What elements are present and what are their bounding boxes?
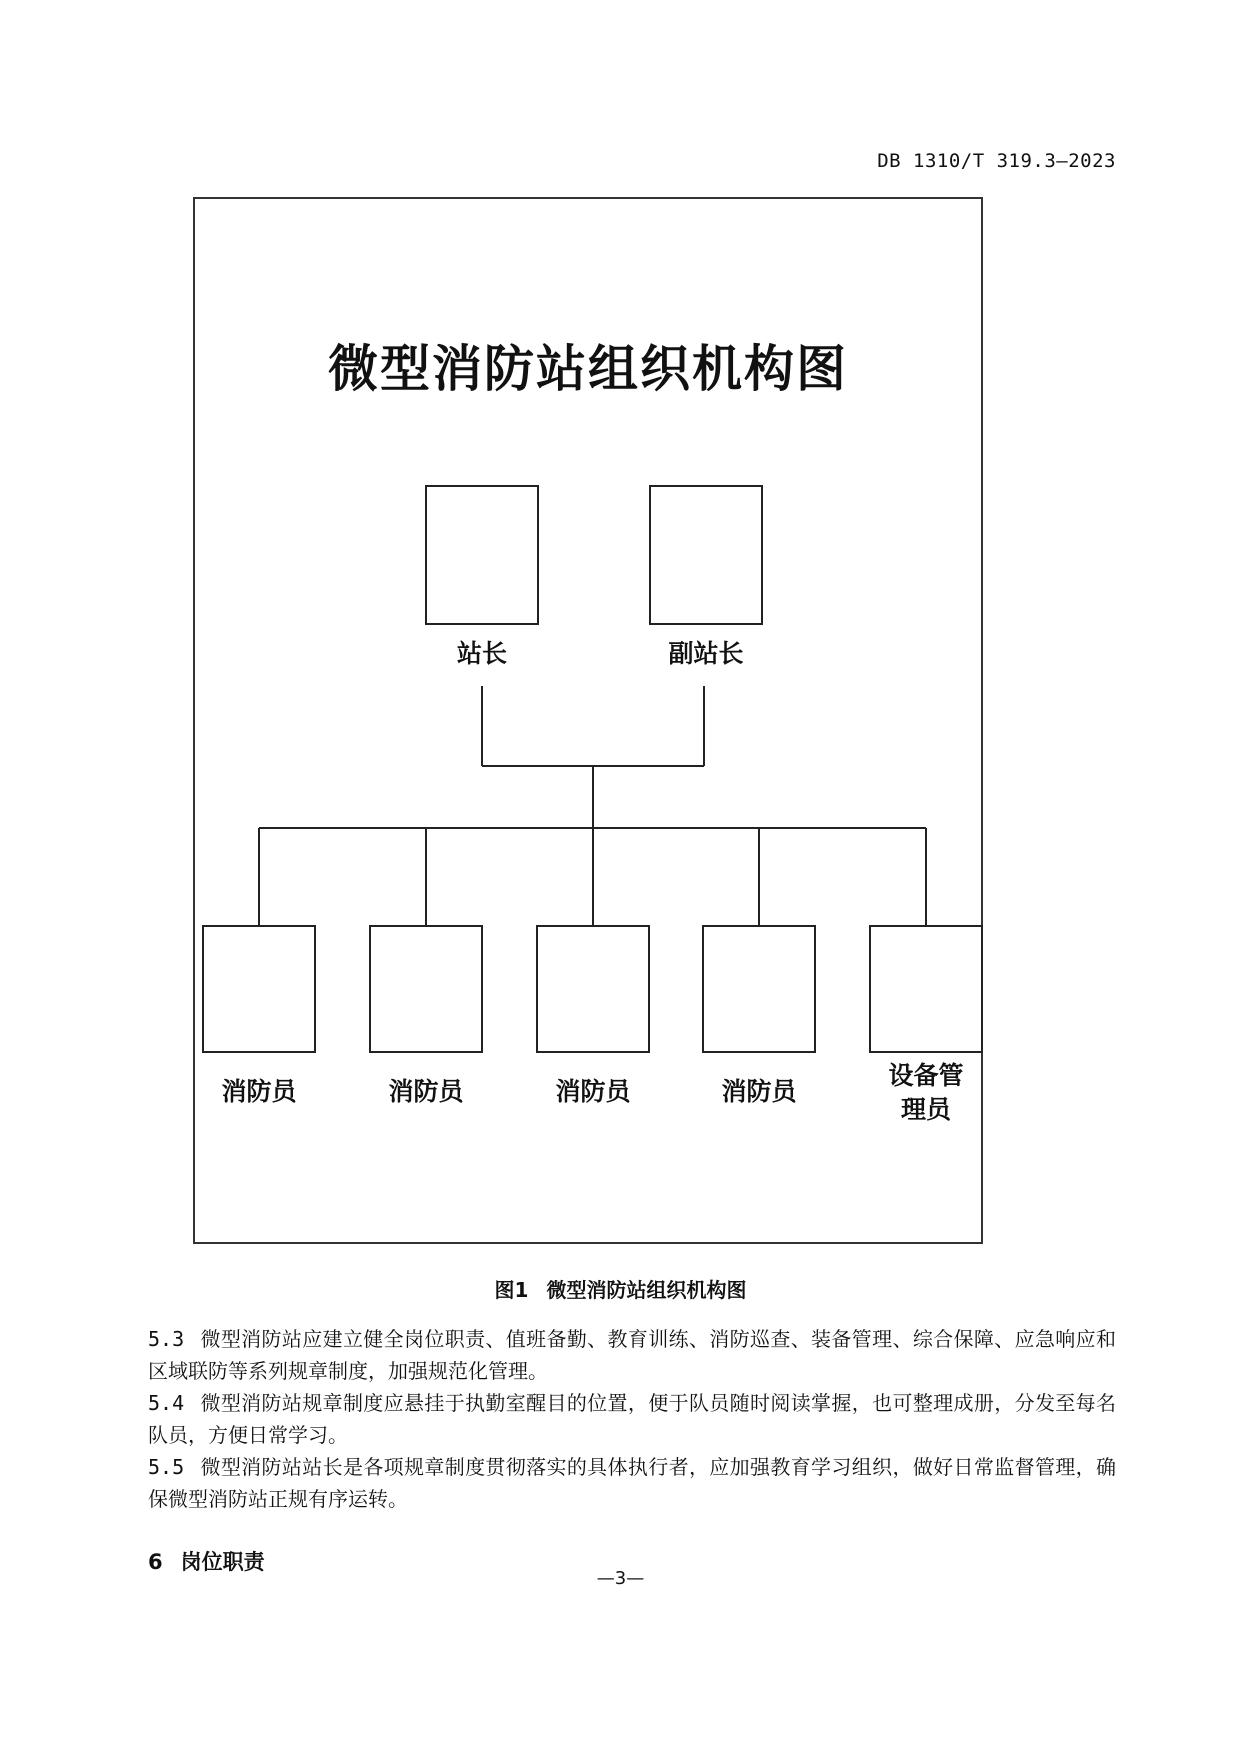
document-code: DB 1310/T 319.3—2023 xyxy=(877,150,1116,172)
firefighter-label: 消防员 xyxy=(221,1077,297,1106)
paragraph-5-5 xyxy=(148,1451,1116,1515)
deputy-chief-label: 副站长 xyxy=(668,639,744,668)
deputy-chief-box xyxy=(649,485,763,625)
paragraph-number: 5.5 xyxy=(148,1455,185,1479)
equipment-manager-label xyxy=(856,1059,996,1127)
paragraph-text: 微型消防站站长是各项规章制度贯彻落实的具体执行者，应加强教育学习组织，做好日常监督管理，确保微型消防站正规有序运转。 xyxy=(148,1455,1116,1511)
paragraph-number: 5.3 xyxy=(148,1327,185,1351)
paragraph-text: 微型消防站规章制度应悬挂于执勤室醒目的位置，便于队员随时阅读掌握，也可整理成册，分发至每名队员，方便日常学习。 xyxy=(148,1391,1116,1447)
station-chief-label: 站长 xyxy=(456,639,507,668)
equipment-manager-box xyxy=(869,925,983,1053)
paragraph-number: 5.4 xyxy=(148,1391,185,1415)
equipment-manager-label-line1: 设备管 xyxy=(888,1061,964,1090)
firefighter-label: 消防员 xyxy=(388,1077,464,1106)
figure-caption-text: 微型消防站组织机构图 xyxy=(546,1278,747,1302)
figure-caption-number: 图1 xyxy=(494,1278,529,1302)
paragraph-5-4 xyxy=(148,1387,1116,1451)
paragraph-text: 微型消防站应建立健全岗位职责、值班备勤、教育训练、消防巡查、装备管理、综合保障、应急响应和区域联防等系列规章制度，加强规范化管理。 xyxy=(148,1327,1116,1383)
firefighter-box xyxy=(202,925,316,1053)
firefighter-label: 消防员 xyxy=(555,1077,631,1106)
firefighter-box xyxy=(702,925,816,1053)
page-number: —3— xyxy=(596,1568,645,1589)
firefighter-label: 消防员 xyxy=(721,1077,797,1106)
firefighter-box xyxy=(369,925,483,1053)
firefighter-box xyxy=(536,925,650,1053)
section-number: 6 xyxy=(148,1550,163,1574)
section-title: 岗位职责 xyxy=(180,1550,265,1574)
figure-caption xyxy=(0,1274,1241,1303)
org-chart-figure xyxy=(193,197,983,1244)
org-chart-title: 微型消防站组织机构图 xyxy=(328,339,848,398)
equipment-manager-label-line2: 理员 xyxy=(900,1095,951,1124)
paragraph-5-3 xyxy=(148,1323,1116,1387)
station-chief-box xyxy=(425,485,539,625)
